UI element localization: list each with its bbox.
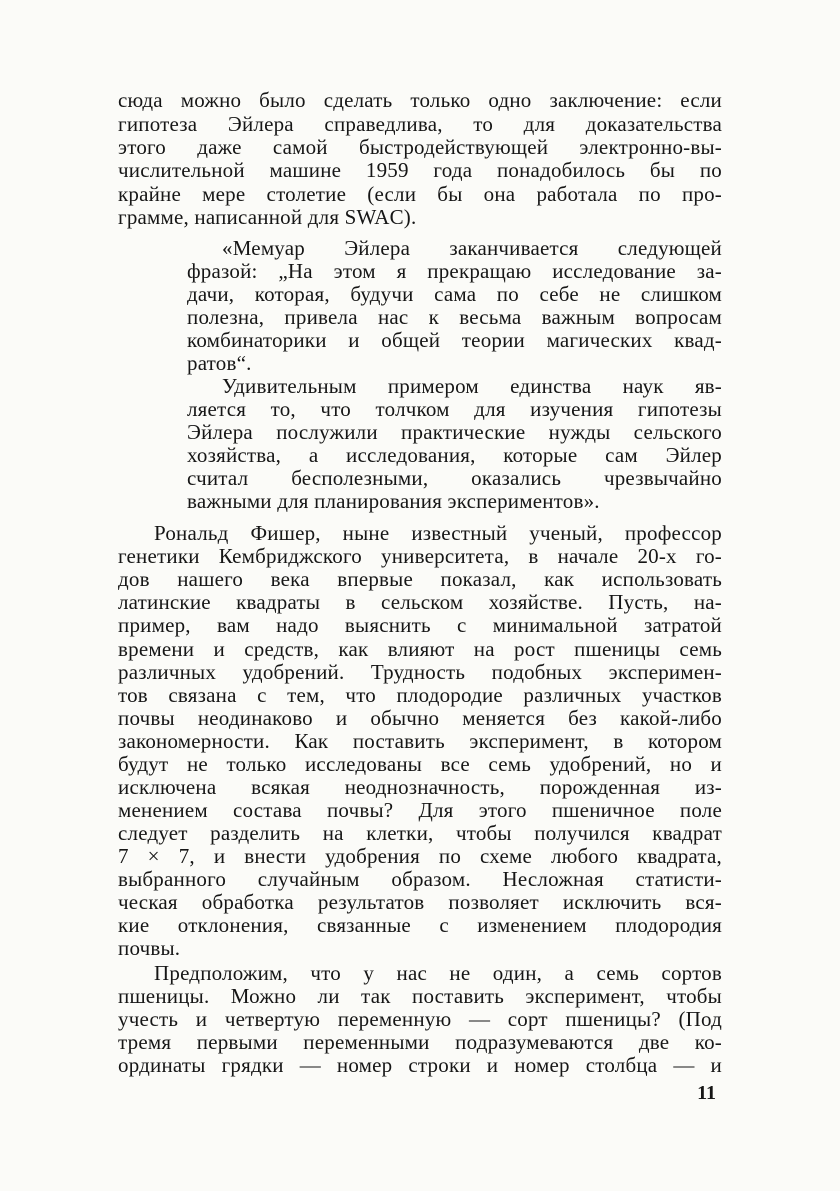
text-line: пшеницы. Можно ли так поставить эксперимент, чтобы [118, 984, 722, 1008]
quote-line: комбинаторики и общей теории магических квад- [187, 328, 722, 352]
quote-line: фразой: „На этом я прекращаю исследование за- [187, 259, 722, 283]
text-line: времени и средств, как влияют на рост пшеницы семь [118, 637, 722, 661]
quote-line: полезна, привела нас к весьма важным вопросам [187, 305, 722, 329]
quote-line: «Мемуар Эйлера заканчивается следующей [222, 236, 722, 260]
text-line: почвы неодинаково и обычно меняется без какой-либо [118, 706, 722, 730]
quote-line: Удивительным примером единства наук яв- [222, 374, 722, 398]
text-line: почвы. [118, 936, 181, 960]
text-line: учесть и четвертую переменную — сорт пшеницы? (Под [118, 1007, 722, 1031]
text-line: этого даже самой быстродействующей электронно-вы- [118, 135, 722, 159]
quote-line: дачи, которая, будучи сама по себе не слишком [187, 282, 722, 306]
text-line: числительной машине 1959 года понадобилось бы по [118, 158, 722, 182]
text-line: генетики Кембриджского университета, в начале 20-х го- [118, 544, 722, 568]
text-line: различных удобрений. Трудность подобных эксперимен- [118, 660, 722, 684]
text-line: сюда можно было сделать только одно заключение: если [118, 88, 722, 112]
text-line: будут не только исследованы все семь удобрений, но и [118, 752, 722, 776]
text-line: тремя первыми переменными подразумеваются две ко- [118, 1030, 722, 1054]
text-line: гипотеза Эйлера справедлива, то для доказательства [118, 112, 722, 136]
text-line: ординаты грядки — номер строки и номер столбца — и [118, 1053, 722, 1077]
text-line: грамме, написанной для SWAC). [118, 205, 417, 229]
text-line: 7 × 7, и внести удобрения по схеме любого квадрата, [118, 844, 722, 868]
text-line: выбранного случайным образом. Несложная статисти- [118, 867, 722, 891]
quote-line: хозяйства, а исследования, которые сам Эйлер [187, 443, 722, 467]
quote-line: важными для планирования экспериментов». [187, 489, 600, 513]
text-line: тов связана с тем, что плодородие различных участков [118, 683, 722, 707]
text-line: латинские квадраты в сельском хозяйстве. Пусть, на- [118, 590, 722, 614]
text-line: Рональд Фишер, ныне известный ученый, профессор [154, 521, 722, 545]
page-number: 11 [697, 1082, 716, 1104]
text-line: пример, вам надо выяснить с минимальной затратой [118, 613, 722, 637]
text-line: следует разделить на клетки, чтобы получился квадрат [118, 821, 722, 845]
quote-line: ратов“. [187, 351, 252, 375]
text-line: закономерности. Как поставить эксперимент, в котором [118, 729, 722, 753]
quote-line: ляется то, что толчком для изучения гипотезы [187, 397, 722, 421]
quote-line: считал бесполезными, оказались чрезвычайно [187, 466, 722, 490]
text-line: Предположим, что у нас не один, а семь сортов [154, 961, 722, 985]
text-line: кие отклонения, связанные с изменением плодородия [118, 913, 722, 937]
text-line: ческая обработка результатов позволяет исключить вся- [118, 890, 722, 914]
text-line: исключена всякая неоднозначность, порожденная из- [118, 775, 722, 799]
quote-line: Эйлера послужили практические нужды сельского [187, 420, 722, 444]
text-line: дов нашего века впервые показал, как использовать [118, 567, 722, 591]
text-line: крайне мере столетие (если бы она работала по про- [118, 182, 722, 206]
text-line: менением состава почвы? Для этого пшеничное поле [118, 798, 722, 822]
